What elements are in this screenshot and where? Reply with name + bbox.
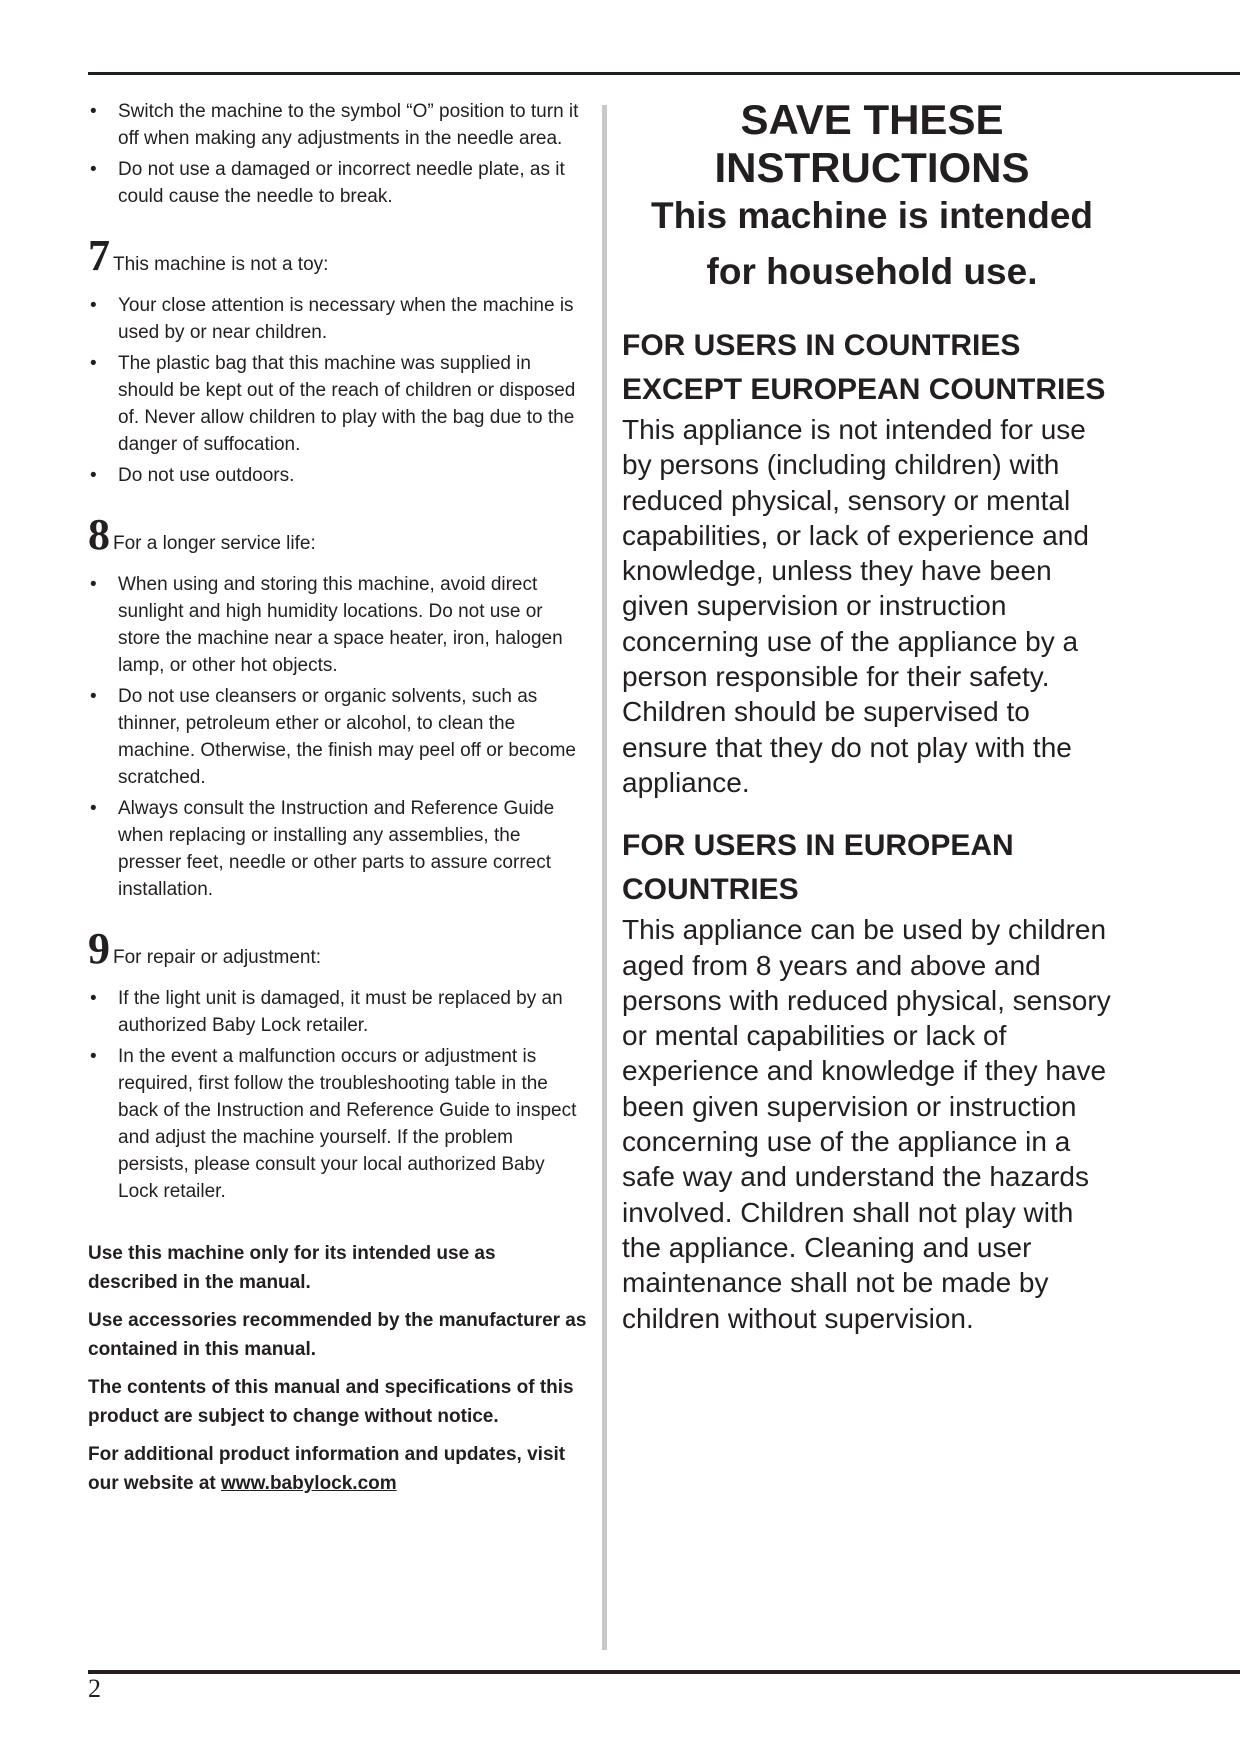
list-item: • Your close attention is necessary when the machine is used by or near children. bbox=[88, 292, 588, 346]
text-line: by persons (including children) with bbox=[622, 449, 1060, 481]
section-9-heading bbox=[88, 924, 588, 973]
text-line: Children should be supervised to bbox=[622, 696, 1030, 728]
section-number: 9 bbox=[88, 924, 110, 973]
text-line: This appliance can be used by children bbox=[622, 914, 1107, 946]
section-number: 7 bbox=[88, 231, 110, 280]
text-line: ensure that they do not play with the bbox=[622, 731, 1072, 763]
text-line: knowledge, unless they have been bbox=[622, 555, 1052, 587]
text-line: person responsible for their safety. bbox=[622, 661, 1050, 693]
heading-line: FOR USERS IN EUROPEAN bbox=[622, 829, 1014, 863]
list-item: • In the event a malfunction occurs or adjustment is required, first follow the troubleshooting table in the back of the Instruction and Reference Guide to inspect and adjust the machine yourself. If the problem persists, please consult your local authorized Baby Lock retailer. bbox=[88, 1043, 588, 1205]
section-9-bullet-list bbox=[88, 985, 588, 1205]
list-item: • The plastic bag that this machine was supplied in should be kept out of the reach of children or disposed of. Never allow children to play with the bag due to the danger of suffocation. bbox=[88, 350, 588, 458]
european-paragraph bbox=[622, 912, 1122, 1336]
text-line: involved. Children shall not play with bbox=[622, 1196, 1074, 1228]
right-column bbox=[622, 96, 1122, 1336]
european-heading bbox=[622, 824, 1122, 912]
left-column bbox=[88, 98, 588, 1507]
list-item: • Do not use a damaged or incorrect needle plate, as it could cause the needle to break. bbox=[88, 156, 588, 210]
note-accessories: Use accessories recommended by the manufacturer as contained in this manual. bbox=[88, 1310, 587, 1360]
note-website bbox=[88, 1440, 588, 1498]
save-instructions-title bbox=[622, 96, 1122, 192]
bottom-rule bbox=[88, 1670, 1240, 1674]
list-item: • When using and storing this machine, avoid direct sunlight and high humidity locations. Do not use or store the machine near a space heater, iron, halogen lamp, or other hot objects. bbox=[88, 571, 588, 679]
non-european-paragraph bbox=[622, 412, 1122, 800]
text-line: aged from 8 years and above and bbox=[622, 949, 1041, 981]
section-8-bullet-list bbox=[88, 571, 588, 903]
top-rule bbox=[88, 72, 1240, 75]
text-line: maintenance shall not be made by bbox=[622, 1267, 1049, 1299]
note-subject-to-change: The contents of this manual and specifications of this product are subject to change without notice. bbox=[88, 1377, 574, 1427]
heading-line: COUNTRIES bbox=[622, 873, 799, 907]
text-line: given supervision or instruction bbox=[622, 590, 1007, 622]
page-number: 2 bbox=[88, 1674, 101, 1703]
text-line: experience and knowledge if they have bbox=[622, 1055, 1107, 1087]
intro-bullet-list bbox=[88, 98, 588, 210]
list-item: • If the light unit is damaged, it must be replaced by an authorized Baby Lock retailer. bbox=[88, 985, 588, 1039]
bold-notes bbox=[88, 1239, 588, 1498]
list-item: • Always consult the Instruction and Reference Guide when replacing or installing any assemblies, the presser feet, needle or other parts to assure correct installation. bbox=[88, 795, 588, 903]
heading-line: FOR USERS IN COUNTRIES bbox=[622, 329, 1021, 362]
note-intended-use: Use this machine only for its intended use as described in the manual. bbox=[88, 1243, 496, 1293]
website-link[interactable]: www.babylock.com bbox=[221, 1473, 397, 1494]
text-line: been given supervision or instruction bbox=[622, 1090, 1077, 1122]
section-title: For repair or adjustment: bbox=[113, 947, 322, 968]
save-title-line: SAVE THESE bbox=[740, 96, 1004, 143]
text-line: safe way and understand the hazards bbox=[622, 1161, 1089, 1193]
text-line: the appliance. Cleaning and user bbox=[622, 1231, 1032, 1263]
text-line: capabilities, or lack of experience and bbox=[622, 519, 1089, 551]
section-number: 8 bbox=[88, 510, 110, 559]
list-item: • Switch the machine to the symbol “O” position to turn it off when making any adjustments in the needle area. bbox=[88, 98, 588, 152]
website-prefix: For additional product information and updates, visit our website at bbox=[88, 1444, 566, 1494]
text-line: appliance. bbox=[622, 766, 750, 798]
save-title-line: INSTRUCTIONS bbox=[714, 144, 1030, 191]
non-european-heading bbox=[622, 324, 1122, 412]
text-line: This appliance is not intended for use bbox=[622, 414, 1086, 445]
text-line: concerning use of the appliance by a bbox=[622, 625, 1079, 657]
section-8-heading bbox=[88, 510, 588, 559]
text-line: reduced physical, sensory or mental bbox=[622, 484, 1071, 516]
section-title: For a longer service life: bbox=[113, 533, 316, 554]
text-line: persons with reduced physical, sensory bbox=[622, 984, 1111, 1016]
text-line: or mental capabilities or lack of bbox=[622, 1020, 1007, 1052]
column-divider bbox=[602, 105, 607, 1650]
intended-line: This machine is intended bbox=[650, 195, 1094, 236]
section-7-heading bbox=[88, 231, 588, 280]
list-item: • Do not use cleansers or organic solvents, such as thinner, petroleum ether or alcohol, to clean the machine. Otherwise, the finish may peel off or become scratched. bbox=[88, 683, 588, 791]
household-use-heading bbox=[622, 188, 1122, 300]
text-line: children without supervision. bbox=[622, 1302, 974, 1334]
section-7-bullet-list bbox=[88, 292, 588, 489]
text-line: concerning use of the appliance in a bbox=[622, 1126, 1071, 1158]
section-title: This machine is not a toy: bbox=[113, 254, 329, 275]
intended-line: for household use. bbox=[706, 251, 1038, 292]
list-item: • Do not use outdoors. bbox=[88, 462, 588, 489]
heading-line: EXCEPT EUROPEAN COUNTRIES bbox=[622, 373, 1106, 406]
